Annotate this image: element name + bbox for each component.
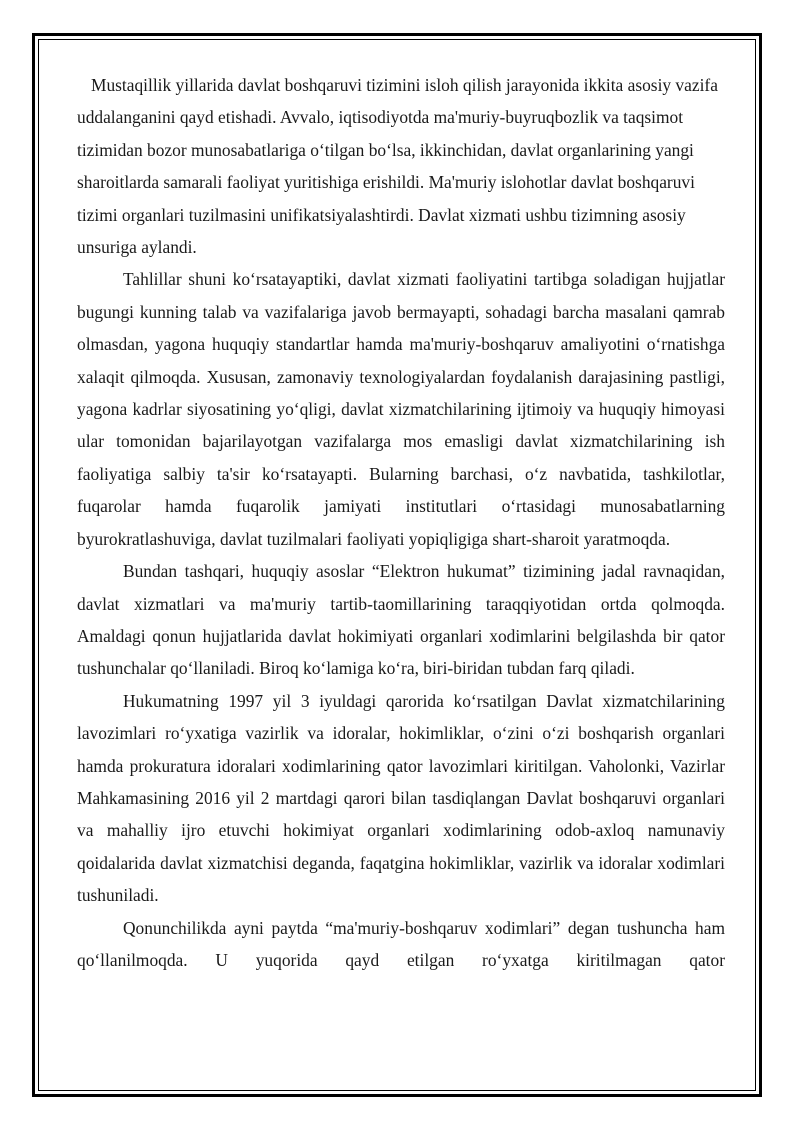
document-body [77,69,725,976]
paragraph-intro: Mustaqillik yillarida davlat boshqaruvi tizimini isloh qilish jarayonida ikkita asosiy vazifa uddalanganini qayd etishadi. Avvalo, iqtisodiyotda ma'muriy-buyruqbozlik va taqsimot tizimidan bozor munosabatlariga o‘tilgan bo‘lsa, ikkinchidan, davlat organlarining yangi sharoitlarda samarali faoliyat yuritishiga erishildi. Ma'muriy islohotlar davlat boshqaruvi tizimi organlari tuzilmasini unifikatsiyalashtirdi. Davlat xizmati ushbu tizimning asosiy unsuriga aylandi. [77,75,718,258]
paragraph-government-decree: Hukumatning 1997 yil 3 iyuldagi qarorida ko‘rsatilgan Davlat xizmatchilarining lavozimlari ro‘yxatiga vazirlik va idoralar, hokimliklar, o‘zini o‘zi boshqarish organlari hamda prokuratura idoralari xodimlarining qator lavozimlari kiritilgan. Vaholonki, Vazirlar Mahkamasining 2016 yil 2 martdagi qarori bilan tasdiqlangan Davlat boshqaruvi organlari va mahalliy ijro etuvchi hokimiyat organlari xodimlarining odob-axloq namunaviy qoidalarida davlat xizmatchisi deganda, faqatgina hokimliklar, vazirlik va idoralar xodimlari tushuniladi. [77,690,725,906]
paragraph-legislation: Qonunchilikda ayni paytda “ma'muriy-boshqaruv xodimlari” degan tushuncha ham qo‘llanilmoqda. U yuqorida qayd etilgan ro‘yxatga kiritilmagan qator [77,917,725,970]
paragraph-analysis: Tahlillar shuni ko‘rsatayaptiki, davlat xizmati faoliyatini tartibga soladigan hujjatlar bugungi kunning talab va vazifalariga javob bermayapti, sohadagi barcha masalani qamrab olmasdan, yagona huquqiy standartlar hamda ma'muriy-boshqaruv amaliyotini o‘rnatishga xalaqit qilmoqda. Xususan, zamonaviy texnologiyalardan foydalanish darajasining pastligi, yagona kadrlar siyosatining yo‘qligi, davlat xizmatchilarining ijtimoiy va huquqiy himoyasi ular tomonidan bajarilayotgan vazifalarga mos emasligi davlat xizmatchilarining ish faoliyatiga salbiy ta'sir ko‘rsatayapti. Bularning barchasi, o‘z navbatida, tashkilotlar, fuqarolar hamda fuqarolik jamiyati institutlari o‘rtasidagi munosabatlarning byurokratlashuviga, davlat tuzilmalari faoliyati yopiqligiga shart-sharoit yaratmoqda. [77,269,725,549]
paragraph-legal-basis: Bundan tashqari, huquqiy asoslar “Elektron hukumat” tizimining jadal ravnaqidan, davlat xizmatlari va ma'muriy tartib-taomillarining taraqqiyotidan ortda qolmoqda. Amaldagi qonun hujjatlarida davlat hokimiyati organlari xodimlarini belgilashda bir qator tushunchalar qo‘llaniladi. Biroq ko‘lamiga ko‘ra, biri-biridan tubdan farq qiladi. [77,561,725,679]
